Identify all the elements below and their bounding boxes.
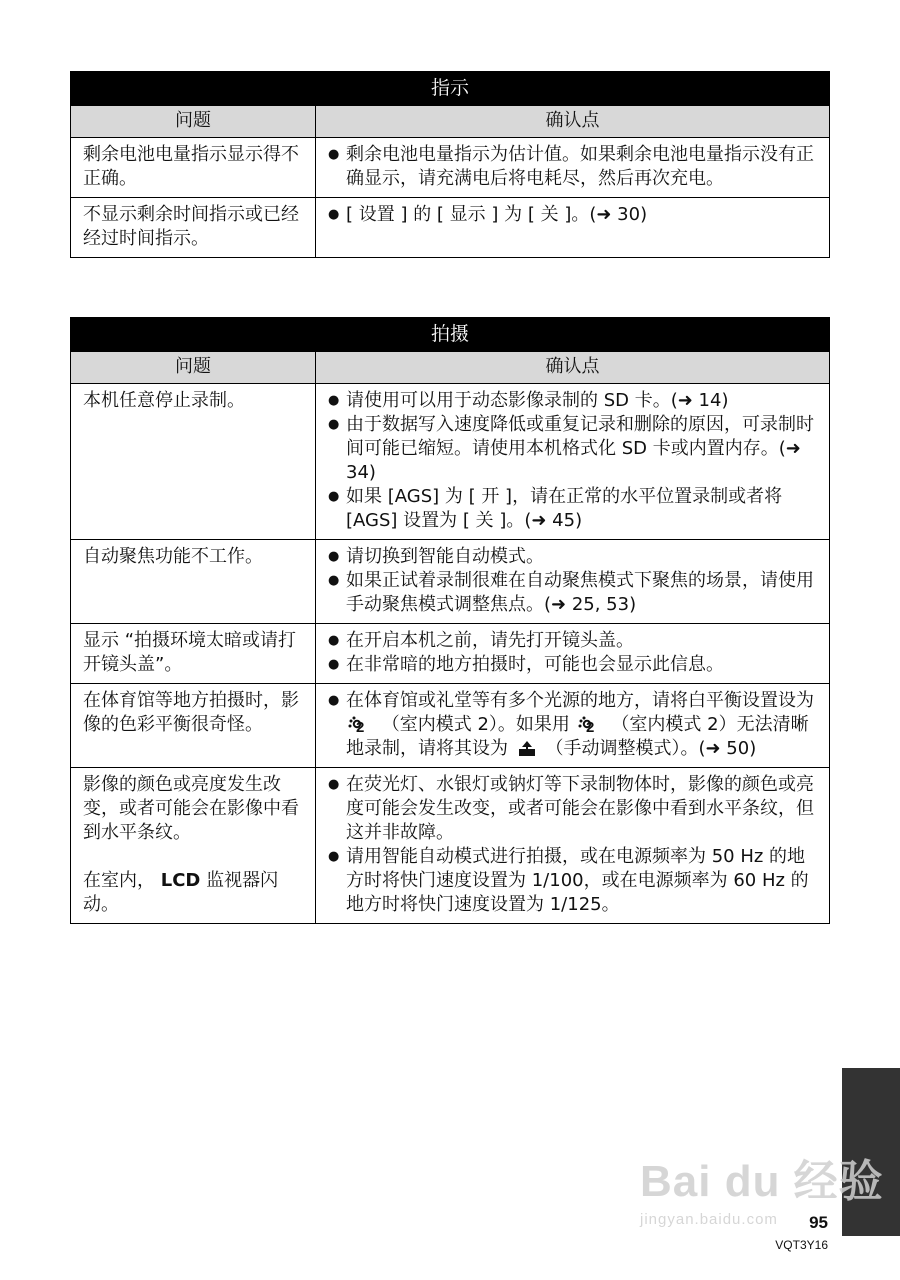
- bullet-item: ● 请切换到智能自动模式。: [328, 546, 544, 567]
- bullet-item: ● 在非常暗的地方拍摄时，可能也会显示此信息。: [328, 654, 724, 675]
- bullet-icon: ●: [328, 693, 340, 708]
- check-cell: [316, 624, 830, 684]
- table-row: [71, 540, 830, 624]
- problem-cell: 自动聚焦功能不工作。: [71, 540, 316, 624]
- bullet-icon: ●: [328, 549, 340, 564]
- column-header-check: 确认点: [316, 106, 830, 138]
- table-row: [71, 684, 830, 768]
- manual-adjust-mode-icon: [516, 740, 538, 758]
- bullet-icon: ●: [328, 489, 340, 504]
- indicator-table: [70, 71, 830, 258]
- section-title-recording: 拍摄: [71, 318, 830, 352]
- check-cell: [316, 540, 830, 624]
- problem-cell: 影像的颜色或亮度发生改变，或者可能会在影像中看到水平条纹。 在室内， LCD 监视器闪动。: [71, 768, 316, 924]
- check-cell: [316, 768, 830, 924]
- problem-cell: 不显示剩余时间指示或已经经过时间指示。: [71, 198, 316, 258]
- bullet-icon: ●: [328, 849, 340, 864]
- bullet-item: ● 如果正试着录制很难在自动聚焦模式下聚焦的场景，请使用手动聚焦模式调整焦点。(➜ 25, 53): [328, 570, 814, 615]
- table-row: [71, 198, 830, 258]
- bullet-icon: ●: [328, 147, 340, 162]
- baidu-watermark: [640, 1145, 884, 1228]
- bullet-icon: ●: [328, 573, 340, 588]
- svg-text:2: 2: [356, 719, 365, 734]
- bullet-item: ● 在荧光灯、水银灯或钠灯等下录制物体时，影像的颜色或亮度可能会发生改变，或者可能会在影像中看到水平条纹，但这并非故障。: [328, 774, 814, 843]
- bullet-item: ● 请使用可以用于动态影像录制的 SD 卡。(➜ 14): [328, 390, 729, 411]
- check-cell: [316, 384, 830, 540]
- bullet-item: ● 请用智能自动模式进行拍摄，或在电源频率为 50 Hz 的地方时将快门速度设置为 1/100，或在电源频率为 60 Hz 的地方时将快门速度设置为 1/125。: [328, 846, 809, 915]
- bullet-item: ● 如果 [AGS] 为 [ 开 ]，请在正常的水平位置录制或者将 [AGS] 设置为 [ 关 ]。(➜ 45): [328, 486, 783, 531]
- table-row: [71, 384, 830, 540]
- table-row: [71, 768, 830, 924]
- bullet-icon: ●: [328, 207, 340, 222]
- column-header-problem: 问题: [71, 106, 316, 138]
- problem-cell: 剩余电池电量指示显示得不正确。: [71, 138, 316, 198]
- check-cell: [316, 138, 830, 198]
- bullet-item: ● 剩余电池电量指示为估计值。如果剩余电池电量指示没有正确显示，请充满电后将电耗尽，然后再次充电。: [328, 144, 814, 189]
- bullet-icon: ●: [328, 777, 340, 792]
- bullet-icon: ●: [328, 393, 340, 408]
- problem-cell: 本机任意停止录制。: [71, 384, 316, 540]
- bullet-icon: ●: [328, 633, 340, 648]
- bullet-item: ● 在开启本机之前，请先打开镜头盖。: [328, 630, 634, 651]
- indoor-mode-2-icon: [348, 716, 374, 734]
- table-row: [71, 138, 830, 198]
- bullet-item: ● 由于数据写入速度降低或重复记录和删除的原因，可录制时间可能已缩短。请使用本机格式化 SD 卡或内置内存。(➜ 34): [328, 414, 814, 483]
- table-row: [71, 624, 830, 684]
- bullet-item: ● 在体育馆或礼堂等有多个光源的地方，请将白平衡设置设为 2 （室内模式 2）。如果用 2 （室内模式 2）无法清晰地录制，请将其设为 （手动调整模式）。(➜ 50): [328, 690, 814, 759]
- section-title-indicator: 指示: [71, 72, 830, 106]
- watermark-url: jingyan.baidu.com: [640, 1211, 778, 1228]
- page-number: 95: [809, 1213, 828, 1232]
- bullet-icon: ●: [328, 657, 340, 672]
- document-code: VQT3Y16: [775, 1238, 828, 1252]
- recording-table: [70, 317, 830, 924]
- bullet-item: ● [ 设置 ] 的 [ 显示 ] 为 [ 关 ]。(➜ 30): [328, 204, 648, 225]
- check-cell: [316, 684, 830, 768]
- column-header-problem: 问题: [71, 352, 316, 384]
- problem-cell: 显示 “拍摄环境太暗或请打开镜头盖”。: [71, 624, 316, 684]
- watermark-logo: Bai du 经验: [640, 1157, 884, 1206]
- svg-text:2: 2: [585, 719, 594, 734]
- bullet-icon: ●: [328, 417, 340, 432]
- indoor-mode-2-icon: [578, 716, 604, 734]
- column-header-check: 确认点: [316, 352, 830, 384]
- check-cell: [316, 198, 830, 258]
- problem-cell: 在体育馆等地方拍摄时，影像的色彩平衡很奇怪。: [71, 684, 316, 768]
